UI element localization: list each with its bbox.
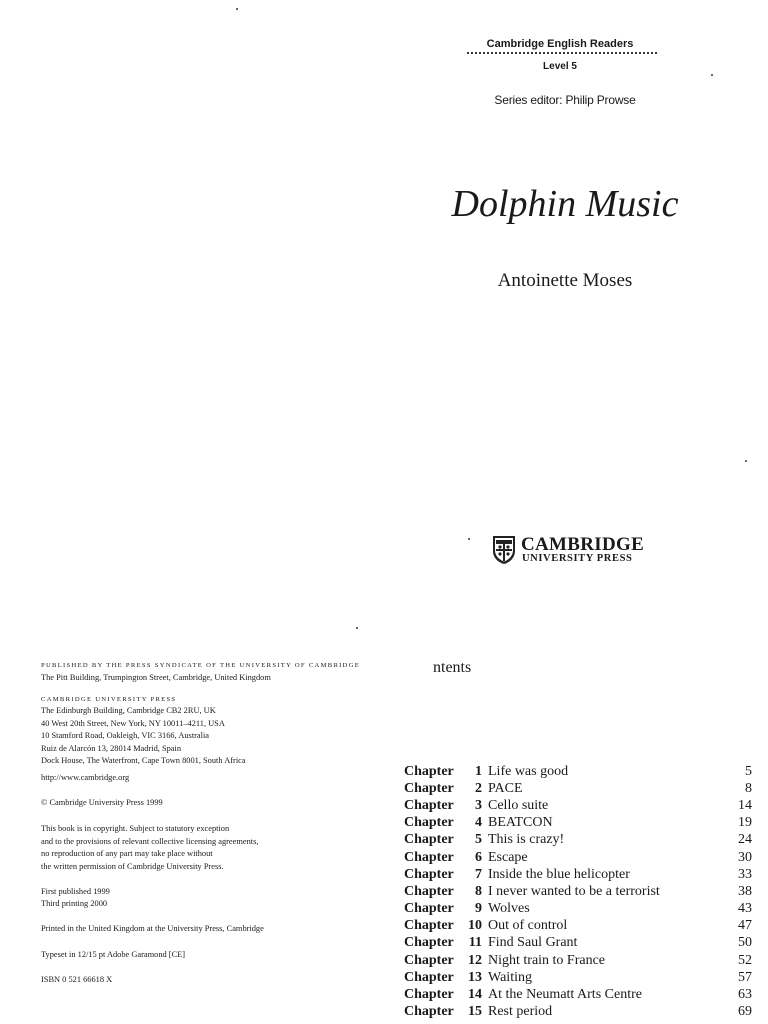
chapter-title: Wolves — [488, 901, 530, 917]
chapter-title: I never wanted to be a terrorist — [488, 883, 660, 899]
chapter-word: Chapter — [404, 866, 454, 882]
chapter-label — [404, 832, 482, 848]
scan-speck — [745, 460, 747, 462]
chapter-number: 6 — [475, 849, 482, 865]
chapter-label — [404, 901, 482, 917]
toc-row[interactable] — [404, 1004, 752, 1021]
contents-heading: ntents — [433, 659, 472, 676]
toc-row[interactable] — [404, 866, 752, 883]
chapter-label — [404, 815, 482, 831]
address-line: Ruiz de Alarcón 13, 28014 Madrid, Spain — [41, 744, 182, 753]
toc-row[interactable] — [404, 763, 752, 780]
chapter-label — [404, 850, 482, 866]
chapter-page: 24 — [738, 832, 752, 848]
chapter-title: Escape — [488, 849, 528, 865]
cambridge-crest-icon — [492, 535, 516, 565]
chapter-number: 9 — [475, 901, 482, 917]
publisher-name: CAMBRIDGE — [521, 534, 645, 555]
series-editor: Series editor: Philip Prowse — [494, 93, 636, 107]
chapter-number: 15 — [468, 1004, 482, 1020]
chapter-label — [404, 867, 482, 883]
address-line: Dock House, The Waterfront, Cape Town 8001, South Africa — [41, 756, 246, 765]
publisher-subtitle: UNIVERSITY PRESS — [522, 553, 633, 564]
book-title: Dolphin Music — [451, 183, 679, 225]
toc-row[interactable] — [404, 952, 752, 969]
chapter-page: 52 — [738, 952, 752, 968]
copyright-notice-line: no reproduction of any part may take place without — [41, 849, 213, 858]
toc-row[interactable] — [404, 797, 752, 814]
chapter-number: 1 — [475, 763, 482, 779]
chapter-title: Rest period — [488, 1004, 553, 1020]
chapter-page: 19 — [738, 815, 752, 831]
chapter-page: 38 — [738, 883, 752, 899]
chapter-label — [404, 764, 482, 780]
chapter-title: This is crazy! — [488, 832, 565, 848]
chapter-label — [404, 884, 482, 900]
chapter-number: 3 — [475, 797, 482, 813]
third-printing: Third printing 2000 — [41, 899, 108, 908]
toc-row[interactable] — [404, 780, 752, 797]
chapter-page: 14 — [738, 797, 752, 813]
chapter-word: Chapter — [404, 918, 454, 934]
chapter-title: At the Neumatt Arts Centre — [488, 987, 642, 1003]
series-name: Cambridge English Readers — [486, 38, 634, 50]
copyright-line: © Cambridge University Press 1999 — [41, 798, 163, 807]
chapter-label — [404, 798, 482, 814]
scan-speck — [356, 627, 358, 629]
isbn: ISBN 0 521 66618 X — [41, 975, 113, 984]
chapter-number: 2 — [475, 780, 482, 796]
chapter-word: Chapter — [404, 952, 454, 968]
chapter-page: 8 — [745, 780, 752, 796]
scan-speck — [711, 74, 713, 76]
address-line: 10 Stamford Road, Oakleigh, VIC 3166, Australia — [41, 731, 210, 740]
chapter-title: Life was good — [488, 763, 569, 779]
author-name: Antoinette Moses — [497, 270, 633, 291]
chapter-word: Chapter — [404, 832, 454, 848]
press-name: CAMBRIDGE UNIVERSITY PRESS — [41, 696, 177, 703]
copyright-notice-line: the written permission of Cambridge University Press. — [41, 862, 224, 871]
chapter-title: Waiting — [488, 969, 532, 985]
chapter-word: Chapter — [404, 987, 454, 1003]
chapter-number: 5 — [475, 832, 482, 848]
chapter-label — [404, 1004, 482, 1020]
chapter-number: 11 — [468, 935, 482, 951]
chapter-number: 4 — [475, 815, 482, 831]
pitt-address: The Pitt Building, Trumpington Street, Cambridge, United Kingdom — [41, 673, 271, 682]
typeset-line: Typeset in 12/15 pt Adobe Garamond [CE] — [41, 950, 186, 959]
toc-row[interactable] — [404, 901, 752, 918]
scan-speck — [236, 8, 238, 10]
published-by-line: PUBLISHED BY THE PRESS SYNDICATE OF THE UNIVERSITY OF CAMBRIDGE — [41, 662, 361, 669]
chapter-title: Find Saul Grant — [488, 935, 578, 951]
scan-speck — [468, 538, 470, 540]
first-published: First published 1999 — [41, 887, 110, 896]
toc-row[interactable] — [404, 883, 752, 900]
chapter-title: Out of control — [488, 918, 568, 934]
copyright-notice-line: and to the provisions of relevant collective licensing agreements, — [41, 837, 259, 846]
chapter-label — [404, 781, 482, 797]
chapter-title: Inside the blue helicopter — [488, 866, 630, 882]
chapter-title: Night train to France — [488, 952, 606, 968]
chapter-page: 30 — [738, 849, 752, 865]
chapter-word: Chapter — [404, 815, 454, 831]
table-of-contents — [404, 763, 752, 1021]
toc-row[interactable] — [404, 935, 752, 952]
chapter-number: 10 — [468, 918, 482, 934]
chapter-label — [404, 970, 482, 986]
chapter-page: 47 — [738, 918, 752, 934]
chapter-word: Chapter — [404, 935, 454, 951]
chapter-title: BEATCON — [488, 815, 553, 831]
chapter-page: 57 — [738, 969, 752, 985]
chapter-number: 7 — [475, 866, 482, 882]
chapter-word: Chapter — [404, 780, 454, 796]
chapter-title: PACE — [488, 780, 523, 796]
chapter-word: Chapter — [404, 883, 454, 899]
chapter-label — [404, 918, 482, 934]
dotted-divider — [467, 52, 657, 54]
chapter-label — [404, 987, 482, 1003]
printed-line: Printed in the United Kingdom at the University Press, Cambridge — [41, 924, 264, 933]
toc-row[interactable] — [404, 986, 752, 1003]
chapter-word: Chapter — [404, 849, 454, 865]
chapter-page: 5 — [745, 763, 752, 779]
chapter-label — [404, 935, 482, 951]
toc-row[interactable] — [404, 969, 752, 986]
chapter-number: 8 — [475, 883, 482, 899]
toc-row[interactable] — [404, 849, 752, 866]
chapter-word: Chapter — [404, 901, 454, 917]
address-line: The Edinburgh Building, Cambridge CB2 2RU, UK — [41, 706, 216, 715]
chapter-number: 12 — [468, 952, 482, 968]
chapter-page: 69 — [738, 1004, 752, 1020]
toc-row[interactable] — [404, 918, 752, 935]
chapter-page: 50 — [738, 935, 752, 951]
chapter-page: 43 — [738, 901, 752, 917]
chapter-number: 14 — [468, 987, 482, 1003]
chapter-word: Chapter — [404, 763, 454, 779]
chapter-title: Cello suite — [488, 797, 549, 813]
address-line: 40 West 20th Street, New York, NY 10011–4211, USA — [41, 719, 225, 728]
chapter-page: 33 — [738, 866, 752, 882]
chapter-page: 63 — [738, 987, 752, 1003]
toc-row[interactable] — [404, 815, 752, 832]
copyright-notice-line: This book is in copyright. Subject to statutory exception — [41, 824, 230, 833]
level-label: Level 5 — [543, 61, 577, 72]
toc-row[interactable] — [404, 832, 752, 849]
chapter-word: Chapter — [404, 797, 454, 813]
chapter-word: Chapter — [404, 1004, 454, 1020]
chapter-number: 13 — [468, 969, 482, 985]
chapter-label — [404, 953, 482, 969]
website-link[interactable]: http://www.cambridge.org — [41, 773, 130, 782]
chapter-word: Chapter — [404, 969, 454, 985]
